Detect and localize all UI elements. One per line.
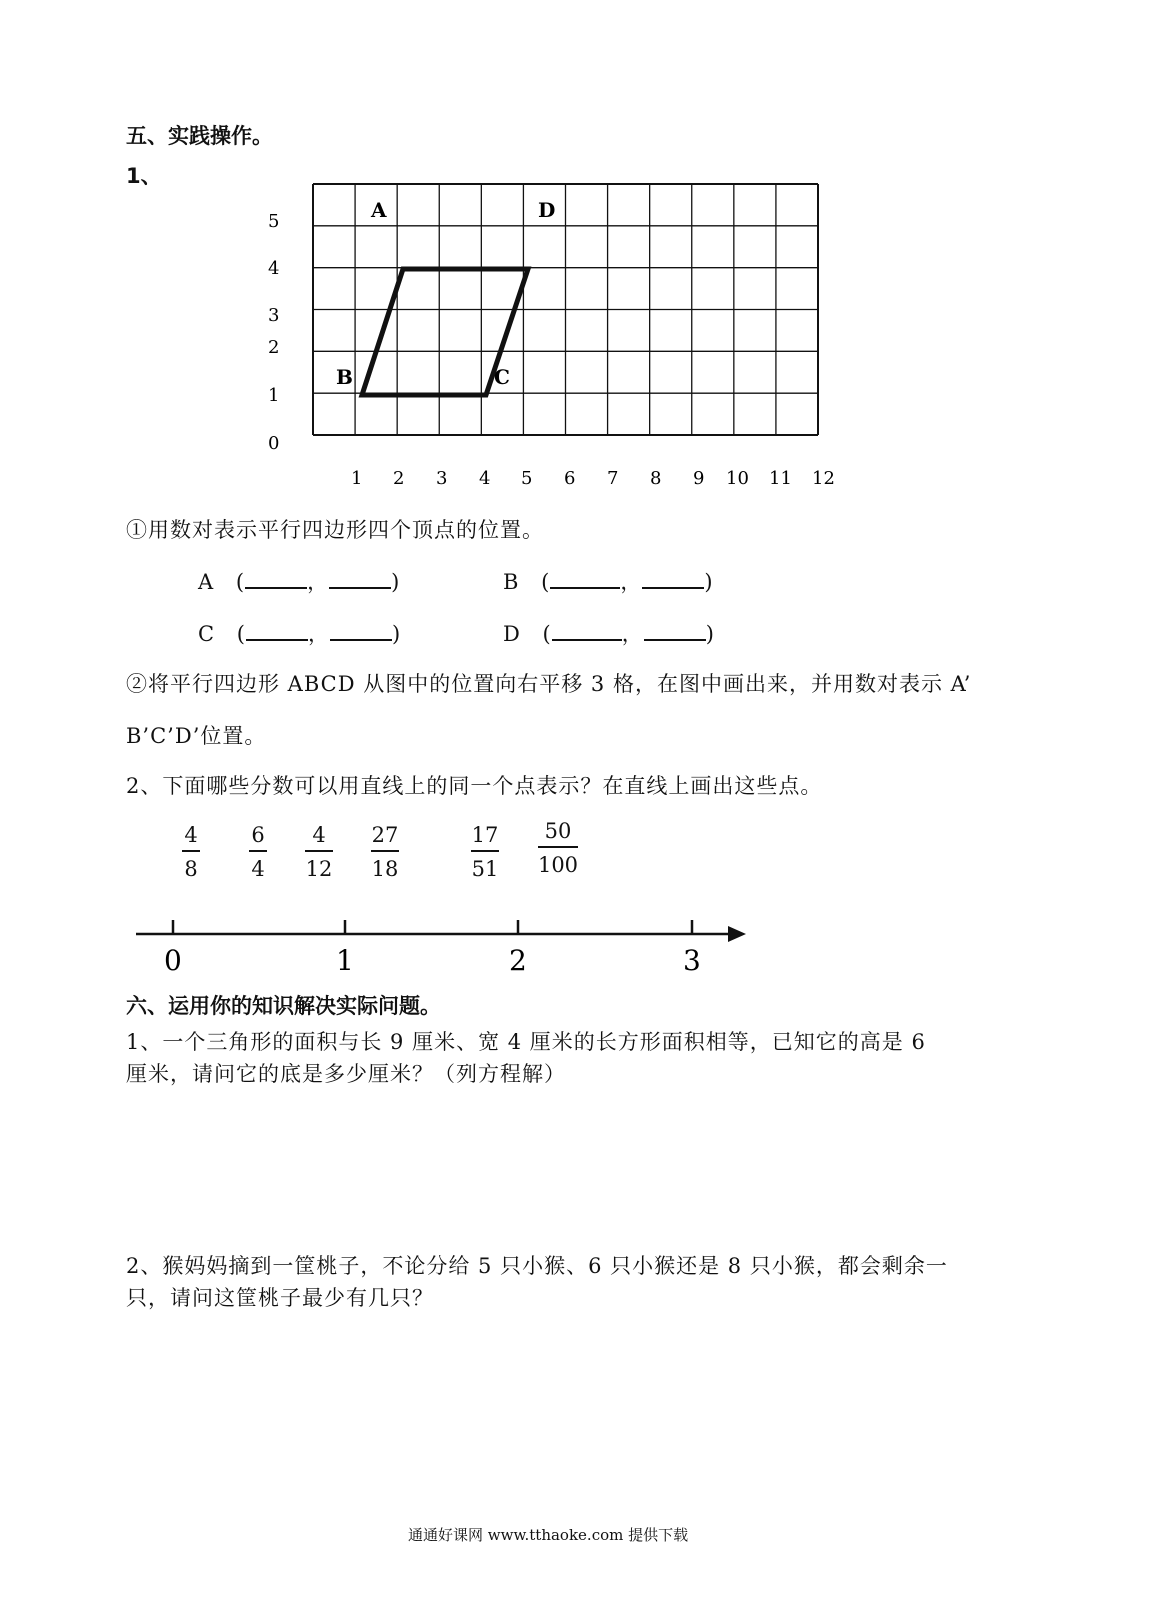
- x-label-11: 11: [769, 468, 792, 489]
- y-label-3: 3: [268, 305, 280, 326]
- sub-question-2-line2: B’C’D’位置。: [126, 724, 267, 748]
- question-2-text: 2、下面哪些分数可以用直线上的同一个点表示？在直线上画出这些点。: [126, 774, 823, 798]
- problem-2-line2: 只，请问这筐桃子最少有几只？: [126, 1286, 434, 1310]
- pair-a: A ( ， ): [198, 570, 401, 594]
- answer-blank[interactable]: [330, 621, 392, 641]
- x-label-8: 8: [650, 468, 662, 489]
- arrow-head-icon: [728, 926, 746, 942]
- answer-blank[interactable]: [552, 621, 622, 641]
- pair-label: A: [198, 570, 215, 594]
- problem-1-line1: 1、一个三角形的面积与长 9 厘米、宽 4 厘米的长方形面积相等，已知它的高是 6: [126, 1030, 926, 1054]
- pair-label: D: [503, 622, 521, 646]
- problem-1-line2: 厘米，请问它的底是多少厘米？（列方程解）: [126, 1062, 566, 1086]
- fraction: 50 100: [537, 819, 579, 877]
- pair-c: C ( ， ): [198, 622, 402, 646]
- sub-question-1: ①用数对表示平行四边形四个顶点的位置。: [126, 518, 544, 542]
- y-label-0: 0: [268, 433, 280, 454]
- x-label-5: 5: [521, 468, 533, 489]
- x-label-1: 1: [351, 468, 363, 489]
- problem-2-line1: 2、猴妈妈摘到一筐桃子，不论分给 5 只小猴、6 只小猴还是 8 只小猴，都会剩余一: [126, 1254, 948, 1278]
- y-label-4: 4: [268, 258, 280, 279]
- x-label-2: 2: [393, 468, 405, 489]
- fraction: 6 4: [228, 822, 288, 882]
- sub-question-2-line1: ②将平行四边形 ABCD 从图中的位置向右平移 3 格，在图中画出来，并用数对表示 A’: [126, 672, 972, 696]
- x-label-7: 7: [607, 468, 619, 489]
- number-line-label-0: 0: [164, 944, 182, 977]
- answer-blank[interactable]: [550, 569, 620, 589]
- answer-blank[interactable]: [329, 569, 391, 589]
- pair-label: B: [503, 570, 520, 594]
- section5-title: 五、实践操作。: [126, 124, 273, 148]
- pair-d: D ( ， ): [503, 622, 715, 646]
- number-line-label-2: 2: [509, 944, 527, 977]
- fraction: 4 8: [161, 822, 221, 882]
- fraction: 27 18: [371, 823, 399, 881]
- x-label-3: 3: [436, 468, 448, 489]
- number-line-label-3: 3: [683, 944, 701, 977]
- y-label-2: 2: [268, 337, 280, 358]
- answer-blank[interactable]: [644, 621, 706, 641]
- x-label-6: 6: [564, 468, 576, 489]
- section6-title: 六、运用你的知识解决实际问题。: [126, 994, 441, 1018]
- pair-b: B ( ， ): [503, 570, 714, 594]
- point-label-b: B: [336, 365, 353, 389]
- x-label-12: 12: [812, 468, 835, 489]
- answer-blank[interactable]: [642, 569, 704, 589]
- fraction: 4 12: [305, 823, 333, 881]
- x-label-10: 10: [726, 468, 749, 489]
- question-number: 1、: [126, 164, 162, 188]
- coordinate-grid: [250, 175, 850, 495]
- fraction: 17 51: [471, 823, 499, 881]
- number-line: [130, 910, 760, 980]
- y-label-5: 5: [268, 211, 280, 232]
- answer-blank[interactable]: [245, 569, 307, 589]
- number-line-label-1: 1: [336, 944, 354, 977]
- pair-label: C: [198, 622, 216, 646]
- y-label-1: 1: [268, 385, 280, 406]
- x-label-9: 9: [693, 468, 705, 489]
- point-label-a: A: [371, 198, 387, 222]
- footer-text: 通通好课网 www.tthaoke.com 提供下载: [408, 1526, 689, 1544]
- point-label-c: C: [494, 365, 510, 389]
- point-label-d: D: [538, 198, 556, 222]
- x-label-4: 4: [479, 468, 491, 489]
- answer-blank[interactable]: [246, 621, 308, 641]
